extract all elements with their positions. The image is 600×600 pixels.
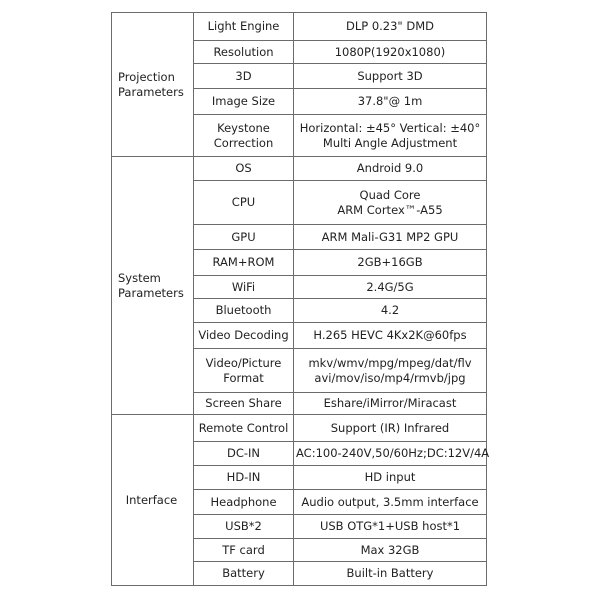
spec-value-video-decoding	[294, 323, 487, 349]
spec-label-line: Format	[223, 370, 264, 385]
spec-label-line: Headphone	[210, 494, 277, 509]
spec-value-headphone	[294, 490, 487, 515]
spec-label-line: TF card	[222, 542, 265, 557]
spec-label-image-size	[194, 89, 294, 115]
spec-label-cpu	[194, 181, 294, 225]
spec-table	[111, 12, 490, 586]
spec-label-hd-in	[194, 466, 294, 490]
spec-label-line: Video/Picture	[205, 355, 282, 370]
spec-label-line: DC-IN	[226, 446, 261, 460]
spec-value-line: mkv/wmv/mpg/mpeg/dat/flv	[308, 355, 472, 370]
spec-label-line: WiFi	[231, 279, 256, 294]
spec-value-line: avi/mov/iso/mp4/rmvb/jpg	[314, 370, 466, 385]
spec-value-gpu	[294, 225, 487, 250]
spec-value-line: Support 3D	[357, 68, 423, 83]
group-title-line: Interface	[125, 492, 178, 507]
spec-value-screen-share	[294, 393, 487, 415]
group-title-line: System	[118, 270, 161, 285]
spec-value-line: Audio output, 3.5mm interface	[301, 494, 479, 509]
spec-label-resolution	[194, 41, 294, 64]
spec-label-tf-card	[194, 539, 294, 562]
spec-label-line: Correction	[213, 135, 274, 150]
spec-label-wifi	[194, 276, 294, 299]
spec-label-keystone-correction	[194, 115, 294, 157]
table-row	[112, 415, 487, 442]
spec-label-line: Keystone	[217, 120, 270, 135]
spec-label-bluetooth	[194, 299, 294, 323]
spec-label-ram-rom	[194, 250, 294, 276]
spec-value-usb-2	[294, 515, 487, 539]
group-title-system-parameters	[112, 157, 194, 415]
spec-value-line: 1080P(1920x1080)	[334, 44, 446, 59]
spec-value-line: 2.4G/5G	[366, 279, 414, 294]
spec-label-line: USB*2	[225, 519, 262, 533]
spec-value-line: H.265 HEVC 4Kx2K@60fps	[313, 328, 467, 342]
spec-value-resolution	[294, 41, 487, 64]
spec-label-remote-control	[194, 415, 294, 442]
spec-value-video-picture-format	[294, 349, 487, 393]
spec-value-keystone-correction	[294, 115, 487, 157]
spec-value-light-engine	[294, 13, 487, 41]
spec-value-line: DLP 0.23" DMD	[345, 19, 435, 33]
spec-label-dc-in	[194, 442, 294, 466]
spec-label-light-engine	[194, 13, 294, 41]
spec-label-line: Image Size	[211, 94, 276, 108]
spec-value-tf-card	[294, 539, 487, 562]
spec-label-os	[194, 157, 294, 181]
spec-value-line: HD input	[364, 470, 416, 484]
spec-value-image-size	[294, 89, 487, 115]
spec-value-line: ARM Mali-G31 MP2 GPU	[321, 229, 459, 244]
spec-value-line: AC:100-240V,50/60Hz;DC:12V/4A	[296, 446, 490, 460]
spec-value-line: Built-in Battery	[346, 566, 434, 580]
spec-label-line: Battery	[222, 566, 265, 580]
spec-label-screen-share	[194, 393, 294, 415]
spec-value-line: Max 32GB	[360, 542, 420, 557]
spec-value-remote-control	[294, 415, 487, 442]
spec-value-line: Android 9.0	[356, 161, 424, 175]
spec-value-line: 2GB+16GB	[357, 255, 423, 269]
spec-value-bluetooth	[294, 299, 487, 323]
spec-label-line: Bluetooth	[215, 303, 272, 317]
spec-value-battery	[294, 562, 487, 586]
spec-label-line: Screen Share	[205, 396, 282, 410]
spec-table-body	[112, 13, 490, 586]
spec-label-line: GPU	[231, 229, 256, 244]
spec-value-dc-in	[294, 442, 490, 466]
spec-value-line: Support (IR) Infrared	[330, 420, 450, 435]
spec-label-gpu	[194, 225, 294, 250]
group-title-line: Projection	[118, 69, 175, 84]
spec-value-line: Multi Angle Adjustment	[322, 135, 458, 150]
spec-label-line: RAM+ROM	[212, 255, 275, 269]
spec-value-line: 4.2	[380, 303, 400, 317]
spec-label-line: CPU	[231, 195, 256, 209]
spec-value-3d	[294, 64, 487, 89]
spec-label-line: OS	[235, 161, 252, 175]
spec-value-line: Quad Core	[359, 187, 421, 202]
spec-value-ram-rom	[294, 250, 487, 276]
spec-label-usb-2	[194, 515, 294, 539]
spec-value-line: Horizontal: ±45° Vertical: ±40°	[299, 120, 481, 135]
group-title-projection-parameters	[112, 13, 194, 157]
table-row	[112, 13, 487, 41]
spec-label-video-picture-format	[194, 349, 294, 393]
spec-value-os	[294, 157, 487, 181]
spec-label-line: Resolution	[213, 44, 274, 59]
group-title-interface	[112, 415, 194, 586]
spec-label-line: Light Engine	[207, 19, 280, 33]
spec-label-line: Remote Control	[198, 420, 289, 435]
spec-label-video-decoding	[194, 323, 294, 349]
spec-label-battery	[194, 562, 294, 586]
spec-label-line: 3D	[235, 68, 252, 83]
spec-value-hd-in	[294, 466, 487, 490]
spec-label-headphone	[194, 490, 294, 515]
table-row	[112, 157, 487, 181]
spec-value-line: ARM Cortex™-A55	[337, 202, 443, 217]
spec-value-wifi	[294, 276, 487, 299]
spec-value-line: USB OTG*1+USB host*1	[319, 519, 461, 533]
group-title-line: Parameters	[118, 84, 184, 99]
spec-value-line: Eshare/iMirror/Miracast	[323, 396, 457, 410]
spec-label-line: HD-IN	[226, 470, 261, 484]
group-title-line: Parameters	[118, 285, 184, 300]
spec-value-line: 37.8"@ 1m	[357, 94, 423, 108]
spec-label-3d	[194, 64, 294, 89]
spec-value-cpu	[294, 181, 487, 225]
spec-label-line: Video Decoding	[198, 328, 289, 342]
